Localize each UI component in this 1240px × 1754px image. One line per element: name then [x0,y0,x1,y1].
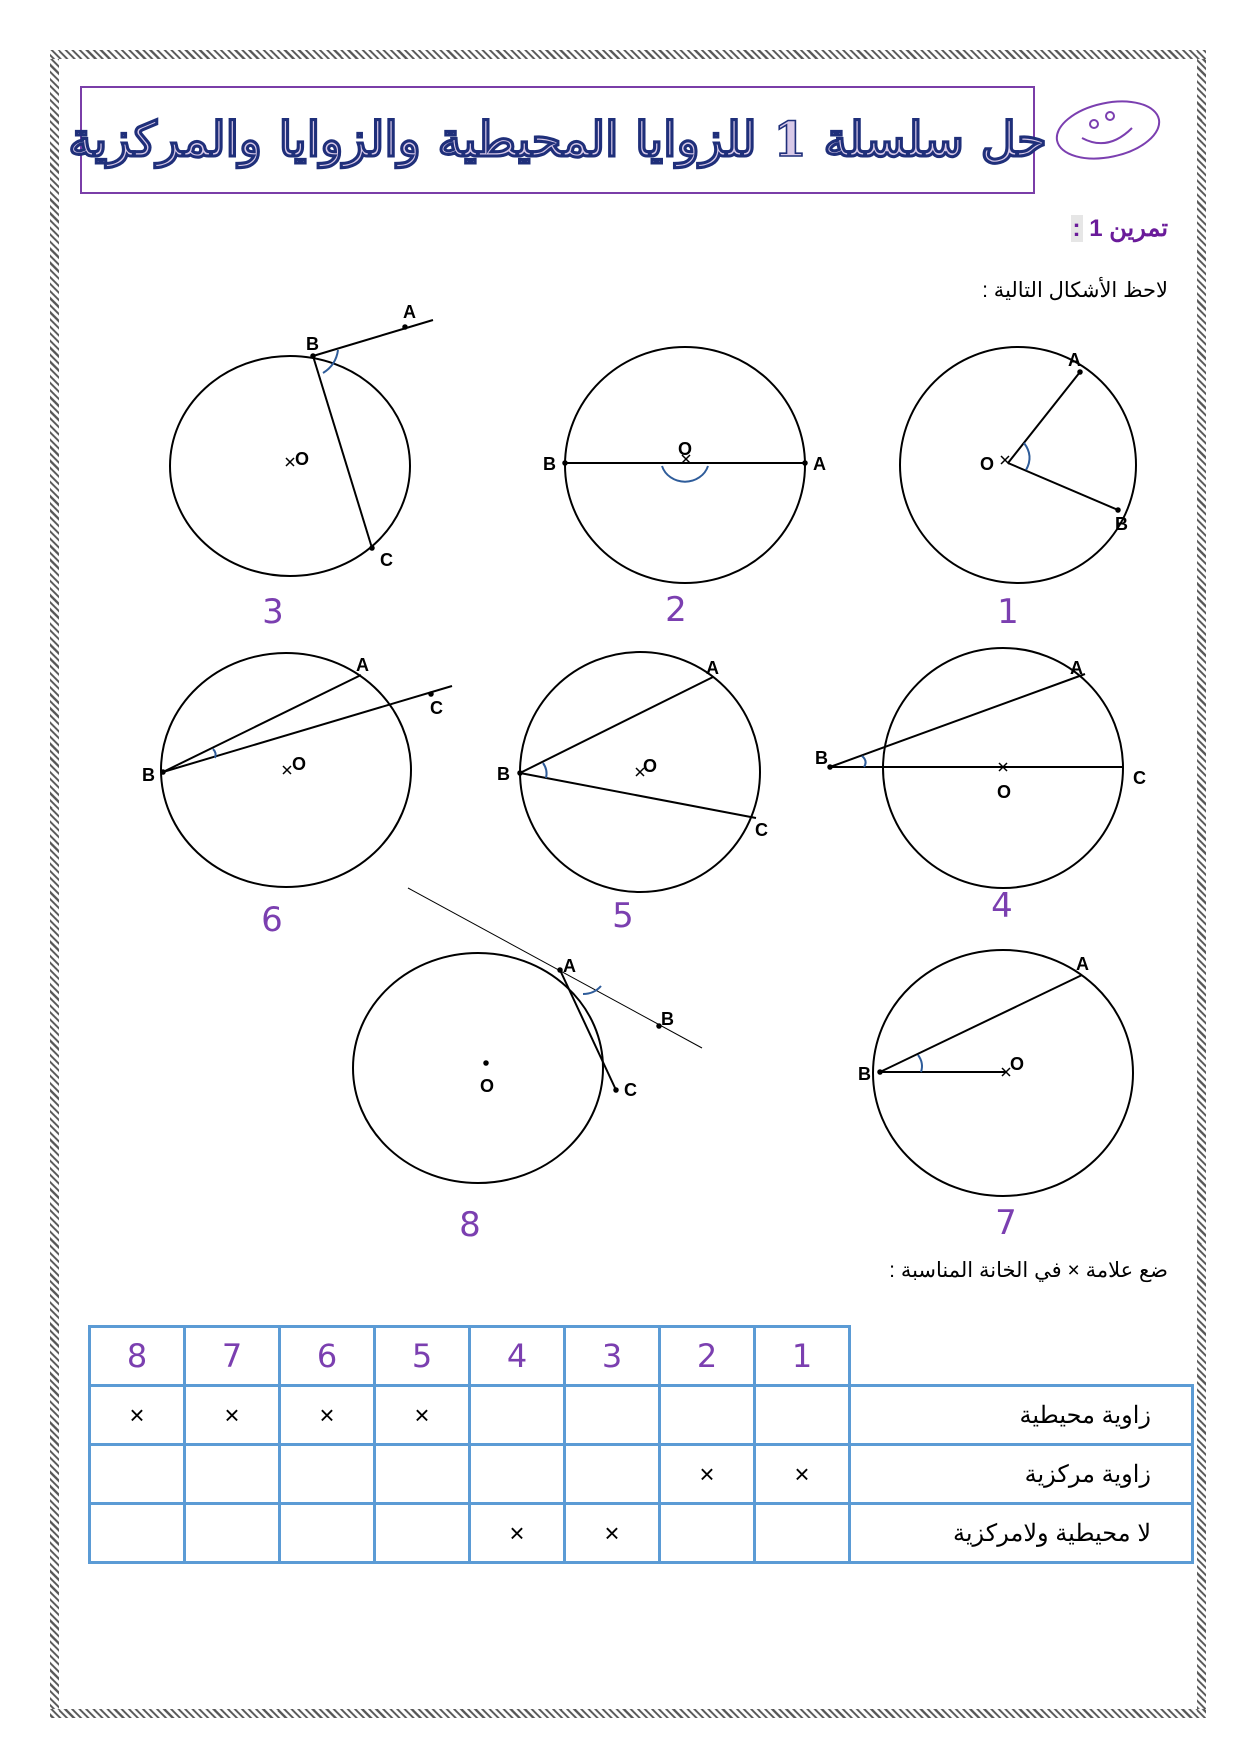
column-header: 7 [185,1327,280,1386]
fig4-label-b: B [815,748,828,768]
fig6-label-b: B [142,765,155,785]
table-cell [660,1504,755,1563]
table-cell: × [185,1386,280,1445]
column-header: 4 [470,1327,565,1386]
table-cell [375,1445,470,1504]
fig6-label-c: C [430,698,443,718]
table-cell: × [565,1504,660,1563]
figure-number-8: 8 [459,1205,481,1245]
table-cell [185,1445,280,1504]
row-label: زاوية مركزية [850,1445,1193,1504]
fig3-label-b: B [306,334,319,354]
figure-3 [170,320,433,576]
figure-8 [353,888,702,1183]
row-label: لا محيطية ولامركزية [850,1504,1193,1563]
table-row [90,1445,1193,1504]
column-header: 6 [280,1327,375,1386]
exercise-colon: : [1072,215,1081,242]
fig7-label-o: O [1010,1054,1025,1074]
table-cell [565,1445,660,1504]
table-cell [375,1504,470,1563]
answer-table [88,1325,1194,1564]
observe-instruction: لاحظ الأشكال التالية : [982,279,1168,302]
column-header: 8 [90,1327,185,1386]
figure-4 [830,648,1123,888]
fig7-label-a: A [1076,954,1089,974]
figure-number-1: 1 [997,592,1019,632]
figure-6 [161,653,452,887]
fig8-label-c: C [624,1080,637,1100]
table-row [90,1504,1193,1563]
fig1-label-a: A [1068,350,1081,370]
figure-number-2: 2 [665,590,687,630]
fig4-label-c: C [1133,768,1146,788]
fig1-label-b: B [1115,514,1128,534]
fig6-label-a: A [356,655,369,675]
fig3-label-c: C [380,550,393,570]
table-cell: × [375,1386,470,1445]
table-cell [660,1386,755,1445]
fig2-label-b: B [543,454,556,474]
figure-number-6: 6 [261,900,283,940]
fig4-label-o: O [997,782,1012,802]
figure-1 [900,347,1136,583]
mark-instruction: ضع علامة × في الخانة المناسبة : [889,1259,1168,1282]
table-corner [850,1327,1193,1386]
exercise-label: تمرين 1 [1089,215,1168,242]
figure-number-5: 5 [612,896,634,936]
table-cell [90,1504,185,1563]
table-cell: × [280,1386,375,1445]
column-header: 1 [755,1327,850,1386]
table-cell: × [660,1445,755,1504]
figure-number-4: 4 [991,886,1013,926]
table-cell [565,1386,660,1445]
fig5-label-o: O [643,756,658,776]
column-header: 3 [565,1327,660,1386]
table-cell [755,1386,850,1445]
table-cell [280,1445,375,1504]
table-cell [755,1504,850,1563]
fig8-label-a: A [563,956,576,976]
table-cell [185,1504,280,1563]
fig8-label-b: B [661,1009,674,1029]
fig6-label-o: O [292,754,307,774]
table-cell: × [90,1386,185,1445]
fig4-label-a: A [1070,658,1083,678]
figure-7 [873,950,1133,1196]
table-cell [280,1504,375,1563]
fig5-label-c: C [755,820,768,840]
figure-number-3: 3 [262,592,284,632]
fig3-label-o: O [295,449,310,469]
column-header: 2 [660,1327,755,1386]
table-cell [470,1386,565,1445]
figure-number-7: 7 [995,1203,1017,1243]
fig2-label-a: A [813,454,826,474]
table-cell [470,1445,565,1504]
table-cell: × [755,1445,850,1504]
figure-2 [565,347,805,583]
table-row [90,1386,1193,1445]
fig8-label-o: O [480,1076,495,1096]
table-cell [90,1445,185,1504]
fig7-label-b: B [858,1064,871,1084]
table-cell: × [470,1504,565,1563]
table-header-row [90,1327,1193,1386]
row-label: زاوية محيطية [850,1386,1193,1445]
fig3-label-a: A [403,302,416,322]
fig5-label-a: A [706,658,719,678]
fig2-label-o: O [678,439,693,459]
page-title: حل سلسلة 1 للزوايا المحيطية والزوايا والمركزية [68,112,1047,168]
fig1-label-o: O [980,454,995,474]
fig5-label-b: B [497,764,510,784]
column-header: 5 [375,1327,470,1386]
